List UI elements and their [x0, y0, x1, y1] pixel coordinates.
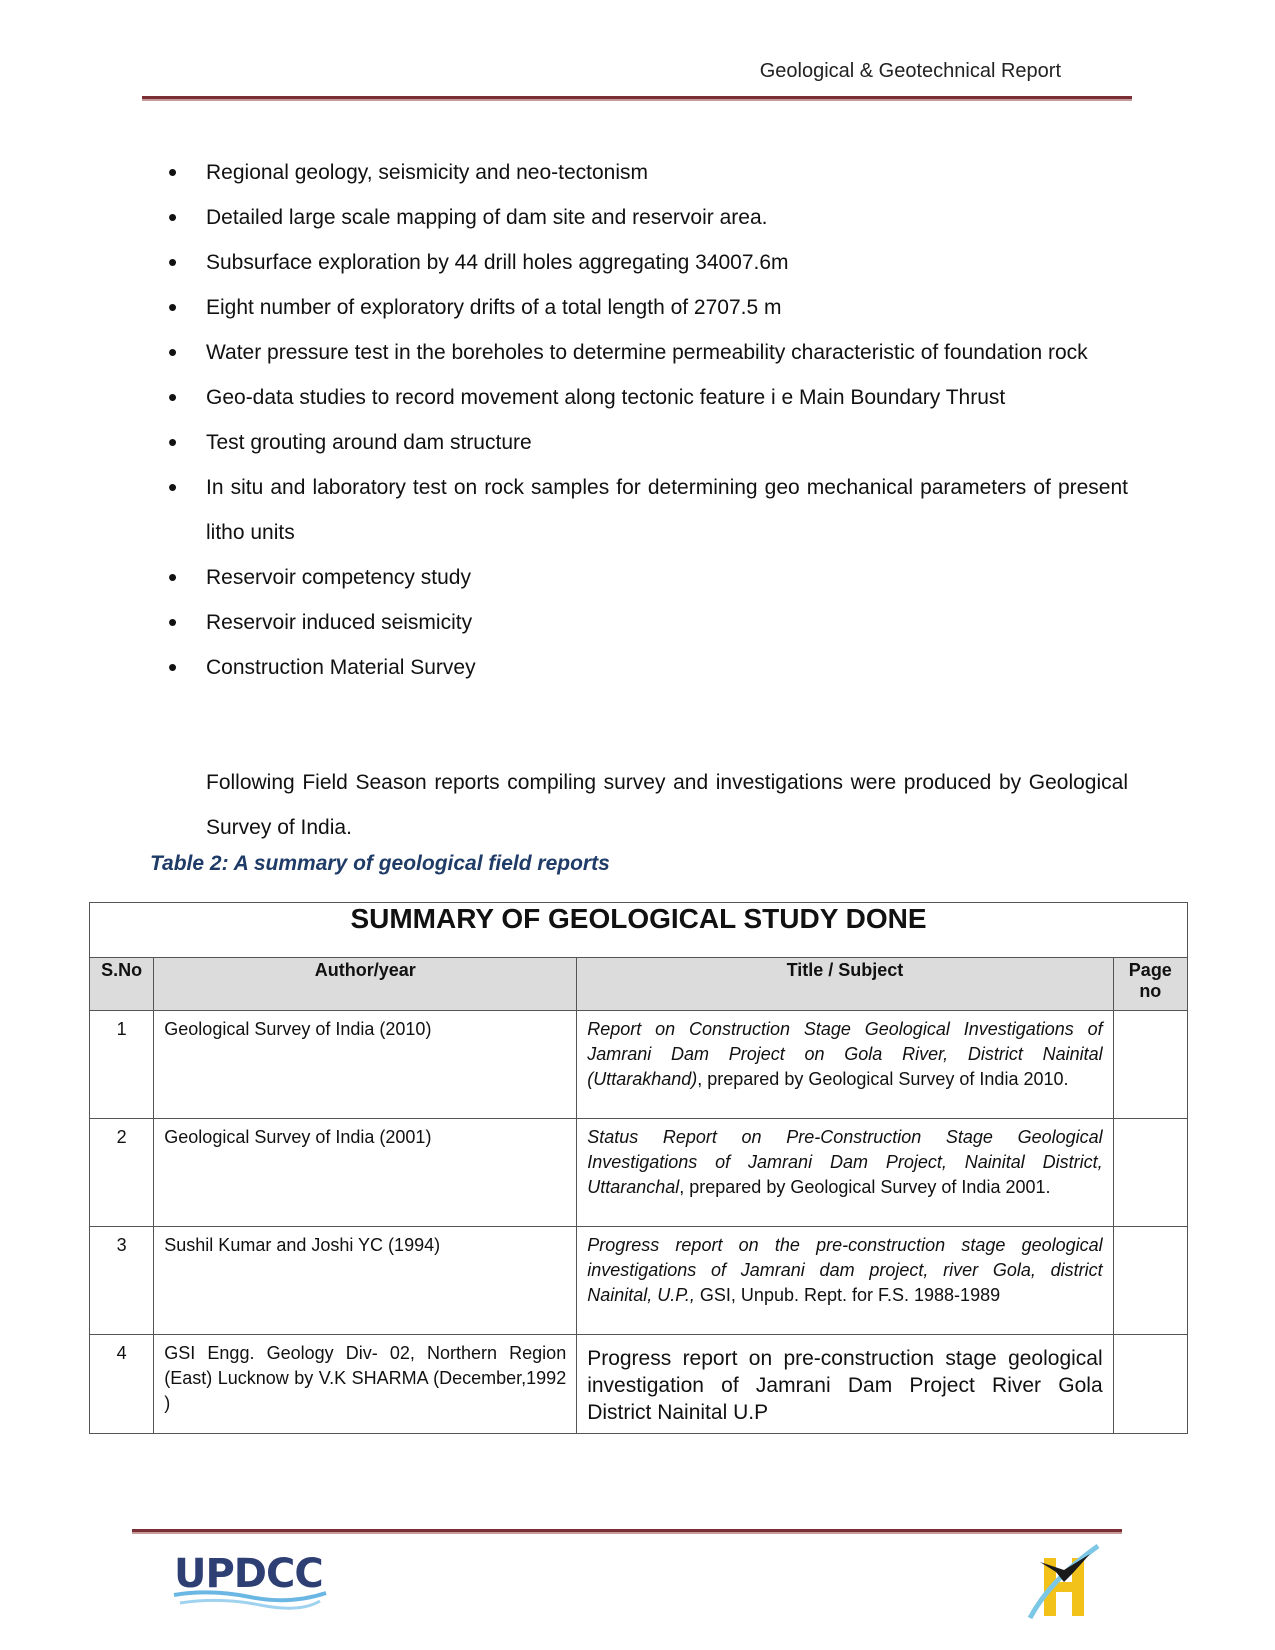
body-paragraph: Following Field Season reports compiling survey and investigations were produced by Geological Survey of India.	[206, 771, 1128, 839]
footer-divider	[132, 1529, 1122, 1534]
cell-page	[1113, 1011, 1187, 1119]
cell-sno: 2	[90, 1119, 154, 1227]
page-header-title: Geological & Geotechnical Report	[759, 60, 1061, 82]
cell-title-italic: Progress report on the pre-construction stage geological investigations of Jamrani dam project, river Gola, district Nainital, U.P.,	[587, 1235, 1103, 1305]
column-header-author: Author/year	[154, 958, 577, 1011]
cell-title-italic: Status Report on Pre-Construction Stage Geological Investigations of Jamrani Dam Project, Nainital District, Uttaranchal	[587, 1127, 1103, 1197]
cell-sno: 1	[90, 1011, 154, 1119]
cell-author: Geological Survey of India (2010)	[154, 1011, 577, 1119]
cell-author: GSI Engg. Geology Div- 02, Northern Region (East) Lucknow by V.K SHARMA (December,1992 )	[154, 1335, 577, 1434]
list-item: • Detailed large scale mapping of dam site and reservoir area.	[168, 195, 1128, 240]
cell-author: Sushil Kumar and Joshi YC (1994)	[154, 1227, 577, 1335]
updcc-logo	[170, 1545, 330, 1620]
cell-page	[1113, 1335, 1187, 1434]
cell-title	[577, 1119, 1113, 1227]
list-item: • Regional geology, seismicity and neo-tectonism	[168, 150, 1128, 195]
cell-author: Geological Survey of India (2001)	[154, 1119, 577, 1227]
cell-title-rest: , prepared by Geological Survey of India 2010.	[697, 1069, 1069, 1089]
cell-title-rest: GSI, Unpub. Rept. for F.S. 1988-1989	[694, 1285, 1001, 1305]
list-item: • Reservoir competency study	[168, 555, 1128, 600]
list-item: • Test grouting around dam structure	[168, 420, 1128, 465]
list-item: • Eight number of exploratory drifts of a total length of 2707.5 m	[168, 285, 1128, 330]
table-row	[90, 1011, 1188, 1119]
list-item: • Geo-data studies to record movement along tectonic feature i e Main Boundary Thrust	[168, 375, 1128, 420]
cell-title-rest: , prepared by Geological Survey of India 2001.	[679, 1177, 1051, 1197]
cell-page	[1113, 1119, 1187, 1227]
cell-title: Progress report on pre-construction stage geological investigation of Jamrani Dam Project River Gola District Nainital U.P	[577, 1335, 1113, 1434]
cell-page	[1113, 1227, 1187, 1335]
table-row	[90, 1335, 1188, 1434]
list-item: • Subsurface exploration by 44 drill holes aggregating 34007.6m	[168, 240, 1128, 285]
list-item: • In situ and laboratory test on rock samples for determining geo mechanical parameters of present litho units	[168, 465, 1128, 555]
table-row	[90, 1227, 1188, 1335]
svg-text:UPDCC: UPDCC	[174, 1551, 323, 1597]
table-row	[90, 1119, 1188, 1227]
table-caption: Table 2: A summary of geological field reports	[150, 852, 610, 875]
cell-title-italic: Report on Construction Stage Geological Investigations of Jamrani Dam Project on Gola River, District Nainital (Uttarakhand)	[587, 1019, 1103, 1089]
eagle-logo-icon	[1020, 1540, 1110, 1625]
list-item: • Water pressure test in the boreholes to determine permeability characteristic of foundation rock	[168, 330, 1128, 375]
column-header-title: Title / Subject	[577, 958, 1113, 1011]
cell-sno: 3	[90, 1227, 154, 1335]
bullet-list	[168, 150, 1128, 690]
list-item: • Reservoir induced seismicity	[168, 600, 1128, 645]
column-header-page: Page no	[1113, 958, 1187, 1011]
table-heading: SUMMARY OF GEOLOGICAL STUDY DONE	[90, 903, 1188, 958]
header-divider	[142, 96, 1132, 101]
column-header-sno: S.No	[90, 958, 154, 1011]
summary-table	[89, 902, 1188, 1434]
cell-title	[577, 1227, 1113, 1335]
list-item: • Construction Material Survey	[168, 645, 1128, 690]
cell-title	[577, 1011, 1113, 1119]
cell-sno: 4	[90, 1335, 154, 1434]
